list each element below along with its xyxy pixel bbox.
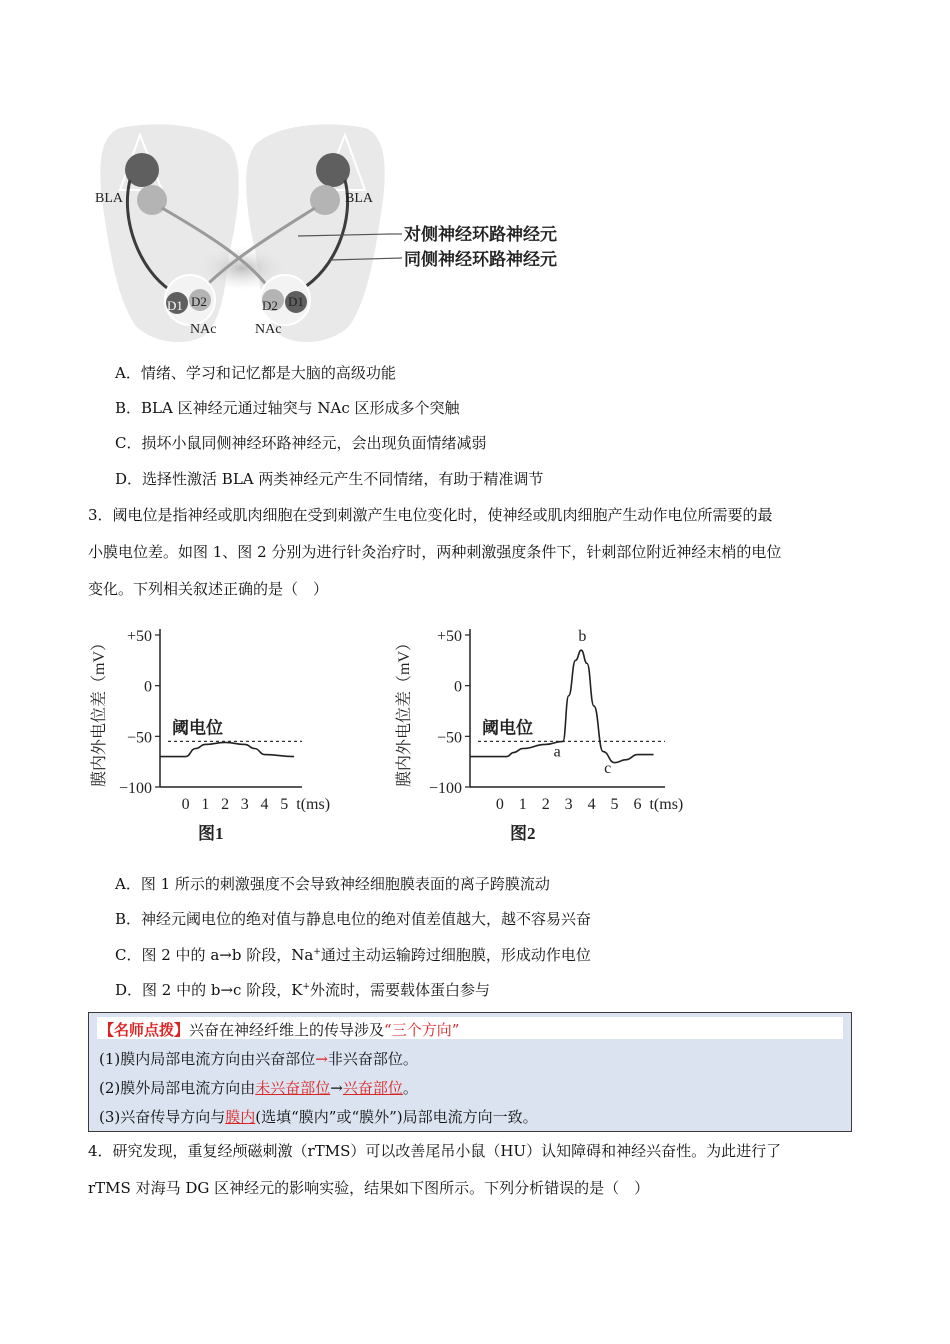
q3-stem-line-3: 变化。下列相关叙述正确的是（ ） (88, 580, 329, 598)
x-tick-label: 6 (633, 796, 642, 813)
q3-stem-line-2: 小膜电位差。如图 1、图 2 分别为进行针灸治疗时，两种刺激强度条件下，针刺部位附近神经末梢的电位 (88, 543, 782, 561)
bla-right-light-neuron (310, 185, 340, 215)
x-tick-label: 3 (564, 796, 573, 813)
y-tick-label: −50 (126, 729, 152, 747)
q4-stem-line-2: rTMS 对海马 DG 区神经元的影响实验，结果如下图所示。下列分析错误的是（ ） (88, 1179, 650, 1197)
x-tick-label: 5 (610, 796, 619, 813)
x-tick-label: 4 (260, 796, 269, 813)
bla-left-label: BLA (95, 191, 123, 206)
q4-stem-line-1: 4．研究发现，重复经颅磁刺激（rTMS）可以改善尾吊小鼠（HU）认知障碍和神经兴奋性。为此进行了 (88, 1142, 782, 1160)
x-tick-label: 4 (587, 796, 596, 813)
threshold-label: 阈电位 (172, 718, 223, 738)
x-tick-label: 2 (541, 796, 550, 813)
neural-circuit-figure (90, 120, 590, 345)
q3-option-d: D．图 2 中的 b→c 阶段，K+外流时，需要载体蛋白参与 (115, 981, 490, 999)
legend-ipsilateral: 同侧神经环路神经元 (404, 250, 557, 269)
y-tick-label: +50 (126, 628, 152, 645)
y-tick-label: −100 (118, 780, 152, 797)
d1-left-label: D1 (167, 298, 183, 313)
x-axis-label: t(ms) (649, 796, 684, 813)
x-tick-label: 1 (201, 796, 210, 813)
figure-1-chart (90, 615, 330, 850)
y-axis-label: 膜内外电位差（mV） (91, 634, 108, 788)
tip-line-3: (3)兴奋传导方向与膜内(选填“膜内”或“膜外”)局部电流方向一致。 (99, 1108, 538, 1126)
x-axis-label: t(ms) (296, 796, 330, 813)
point-label-a: a (553, 743, 561, 761)
legend-contralateral: 对侧神经环路神经元 (404, 225, 557, 244)
series-line (470, 650, 654, 762)
tip-line-2: (2)膜外局部电流方向由未兴奋部位→兴奋部位。 (99, 1079, 418, 1097)
y-axis-label: 膜内外电位差（mV） (396, 634, 413, 788)
x-tick-label: 0 (495, 796, 504, 813)
x-tick-label: 1 (518, 796, 527, 813)
teacher-tip-box (88, 1012, 852, 1132)
y-tick-label: 0 (144, 678, 152, 696)
figure-caption: 图1 (198, 824, 224, 843)
point-label-b: b (578, 628, 587, 646)
figure-2-chart (395, 615, 685, 850)
q3-option-b: B．神经元阈电位的绝对值与静息电位的绝对值差值越大，越不容易兴奋 (115, 910, 592, 928)
q2-option-d: D．选择性激活 BLA 两类神经元产生不同情绪，有助于精准调节 (115, 470, 544, 488)
figure-caption: 图2 (510, 824, 536, 843)
nac-right-label: NAc (255, 322, 282, 337)
q3-option-c: C．图 2 中的 a→b 阶段，Na+通过主动运输跨过细胞膜，形成动作电位 (115, 946, 591, 964)
d2-left-label: D2 (191, 294, 207, 309)
q2-option-c: C．损坏小鼠同侧神经环路神经元，会出现负面情绪减弱 (115, 434, 487, 452)
nac-left-label: NAc (190, 322, 217, 337)
d1-right-label: D1 (288, 294, 304, 309)
x-tick-label: 3 (240, 796, 249, 813)
y-tick-label: −100 (428, 780, 462, 797)
point-label-c: c (604, 759, 612, 777)
q2-option-b: B．BLA 区神经元通过轴突与 NAc 区形成多个突触 (115, 399, 460, 417)
q2-option-a: A．情绪、学习和记忆都是大脑的高级功能 (115, 364, 396, 382)
threshold-label: 阈电位 (482, 718, 533, 738)
tip-title: 【名师点拨】兴奋在神经纤维上的传导涉及“三个方向” (99, 1021, 460, 1039)
y-tick-label: −50 (436, 729, 462, 747)
q3-stem-line-1: 3．阈电位是指神经或肌肉细胞在受到刺激产生电位变化时，使神经或肌肉细胞产生动作电位所需要的最 (88, 506, 773, 524)
tip-line-1: (1)膜内局部电流方向由兴奋部位→非兴奋部位。 (99, 1050, 418, 1068)
x-tick-label: 2 (221, 796, 230, 813)
y-tick-label: 0 (454, 678, 462, 696)
bla-right-label: BLA (345, 191, 373, 206)
x-tick-label: 5 (280, 796, 289, 813)
x-tick-label: 0 (181, 796, 190, 813)
series-line (160, 742, 294, 756)
d2-right-label: D2 (262, 298, 278, 313)
y-tick-label: +50 (436, 628, 462, 645)
bla-left-light-neuron (137, 185, 167, 215)
q3-option-a: A．图 1 所示的刺激强度不会导致神经细胞膜表面的离子跨膜流动 (115, 875, 550, 893)
